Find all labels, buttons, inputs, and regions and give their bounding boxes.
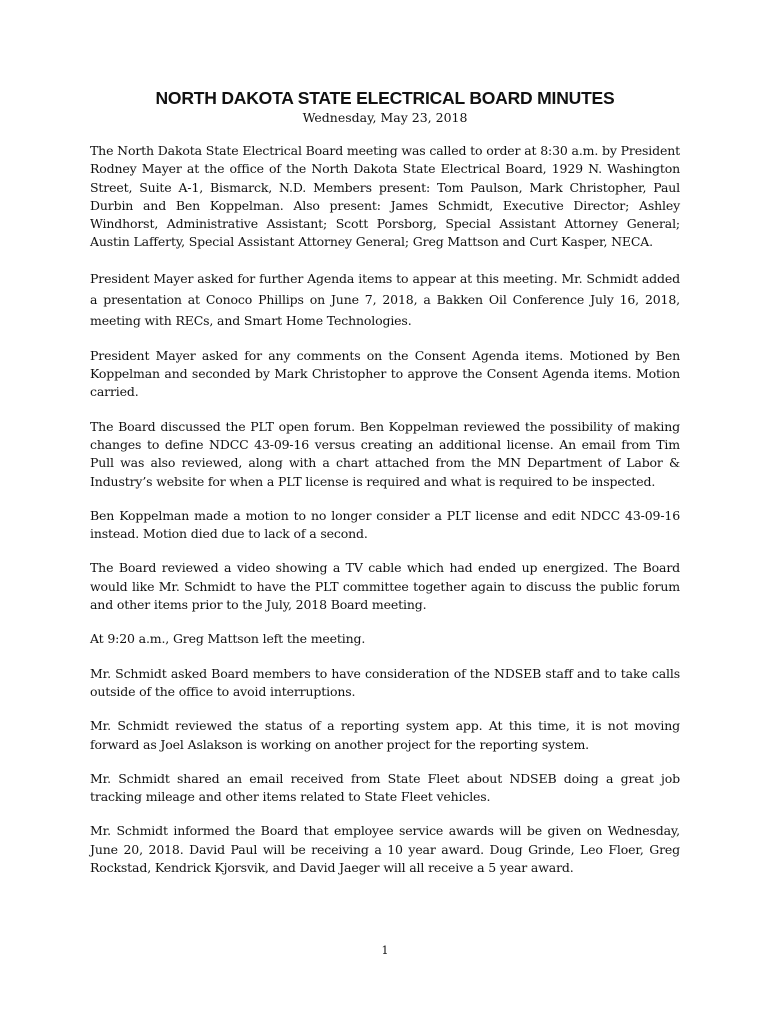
document-title: NORTH DAKOTA STATE ELECTRICAL BOARD MINUTES xyxy=(155,88,615,108)
page-number: 1 xyxy=(381,944,389,957)
paragraph-state-fleet: Mr. Schmidt shared an email received from State Fleet about NDSEB doing a great job tracking mileage and other items related to State Fleet vehicles. xyxy=(90,770,680,805)
paragraph-plt-forum: The Board discussed the PLT open forum. Ben Koppelman reviewed the possibility of making changes to define NDCC 43-09-16 versus creating an additional license. An email from Tim Pull was also reviewed, along with a chart attached from the MN Department of Labor & Industry’s website for when a PLT license is required and what is required to be inspected. xyxy=(90,418,680,489)
paragraph-reporting-app: Mr. Schmidt reviewed the status of a reporting system app. At this time, it is not moving forward as Joel Aslakson is working on another project for the reporting system. xyxy=(90,718,680,752)
paragraph-agenda-items: President Mayer asked for further Agenda items to appear at this meeting. Mr. Schmidt added a presentation at Conoco Phillips on June 7, 2018, a Bakken Oil Conference July 16, 2018, meeting with RECs, and Smart Home Technologies. xyxy=(90,270,680,328)
document-body xyxy=(90,87,680,893)
meeting-date: Wednesday, May 23, 2018 xyxy=(302,110,468,125)
paragraph-service-awards: Mr. Schmidt informed the Board that employee service awards will be given on Wednesday, June 20, 2018. David Paul will be receiving a 10 year award. Doug Grinde, Leo Floer, Greg Rockstad, Kendrick Kjorsvik, and David Jaeger will all receive a 5 year award. xyxy=(90,823,680,876)
paragraph-tv-cable-video: The Board reviewed a video showing a TV cable which had ended up energized. The Board would like Mr. Schmidt to have the PLT committee together again to discuss the public forum and other items prior to the July, 2018 Board meeting. xyxy=(90,560,680,613)
paragraph-mattson-left: At 9:20 a.m., Greg Mattson left the meeting. xyxy=(90,631,366,647)
paragraph-staff-consideration: Mr. Schmidt asked Board members to have consideration of the NDSEB staff and to take calls outside of the office to avoid interruptions. xyxy=(90,665,680,699)
paragraph-call-to-order: The North Dakota State Electrical Board meeting was called to order at 8:30 a.m. by President Rodney Mayer at the office of the North Dakota State Electrical Board, 1929 N. Washington Street, Suite A-1, Bismarck, N.D. Members present: Tom Paulson, Mark Christopher, Paul Durbin and Ben Koppelman. Also present: James Schmidt, Executive Director; Ashley Windhorst, Administrative Assistant; Scott Porsborg, Special Assistant Attorney General; Austin Lafferty, Special Assistant Attorney General; Greg Mattson and Curt Kasper, NECA. xyxy=(90,143,680,250)
paragraph-plt-motion: Ben Koppelman made a motion to no longer consider a PLT license and edit NDCC 43-09-16 instead. Motion died due to lack of a second. xyxy=(90,507,680,542)
paragraph-consent-agenda: President Mayer asked for any comments on the Consent Agenda items. Motioned by Ben Koppelman and seconded by Mark Christopher to approve the Consent Agenda items. Motion carried. xyxy=(90,347,680,400)
